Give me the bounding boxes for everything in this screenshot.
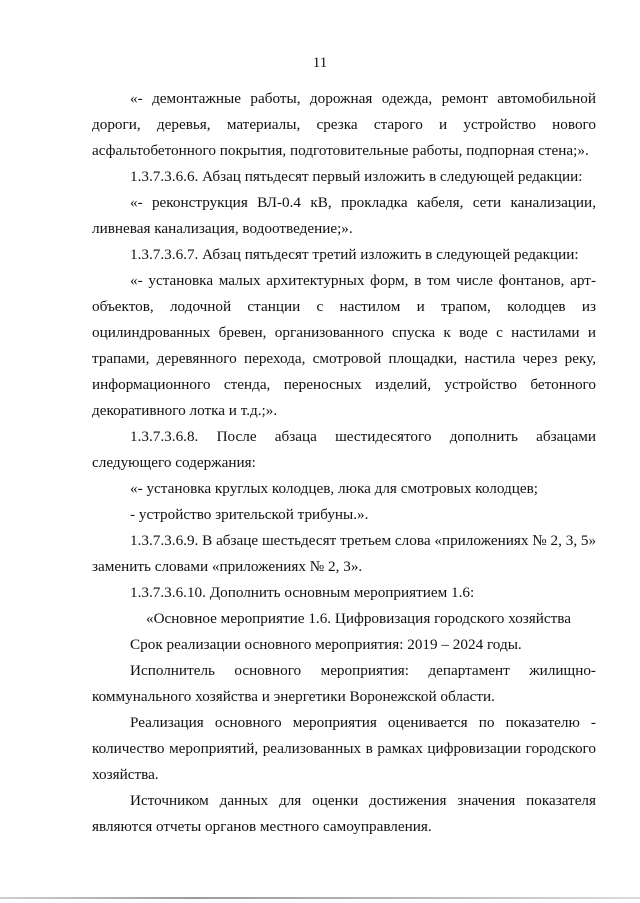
text-line: Срок реализации основного мероприятия: 2019 – 2024 годы. (130, 636, 522, 653)
text-line: количество мероприятий, реализованных в рамках цифровизации городского (92, 740, 596, 757)
text-line: «- установка малых архитектурных форм, в том числе фонтанов, арт- (130, 272, 596, 289)
text-line: следующего содержания: (92, 454, 256, 471)
text-line: объектов, лодочной станции с настилом и трапом, колодцев из (92, 298, 596, 315)
text-line: являются отчеты органов местного самоуправления. (92, 818, 432, 835)
text-line: 1.3.7.3.6.7. Абзац пятьдесят третий изложить в следующей редакции: (130, 246, 579, 263)
text-line: трапами, деревянного перехода, смотровой площадки, настила через реку, (92, 350, 596, 367)
text-line: оцилиндрованных бревен, организованного спуска к воде с настилами и (92, 324, 596, 341)
text-line: «- реконструкция ВЛ-0.4 кВ, прокладка кабеля, сети канализации, (130, 194, 596, 211)
text-line: заменить словами «приложениях № 2, 3». (92, 558, 363, 575)
text-line: «- демонтажные работы, дорожная одежда, ремонт автомобильной (130, 90, 596, 107)
text-line: асфальтобетонного покрытия, подготовительные работы, подпорная стена;». (92, 142, 589, 159)
document-body (92, 86, 596, 840)
text-line: Источником данных для оценки достижения значения показателя (130, 792, 596, 809)
text-line: «Основное мероприятие 1.6. Цифровизация городского хозяйства (146, 610, 572, 627)
text-line: информационного стенда, переносных изделий, устройство бетонного (92, 376, 596, 393)
text-line: 1.3.7.3.6.10. Дополнить основным мероприятием 1.6: (130, 584, 475, 601)
text-line: ливневая канализация, водоотведение;». (92, 220, 353, 237)
text-line: 1.3.7.3.6.9. В абзаце шестьдесят третьем слова «приложениях № 2, 3, 5» (130, 532, 597, 549)
text-line: дороги, деревья, материалы, срезка старого и устройство нового (92, 116, 596, 133)
text-line: декоративного лотка и т.д.;». (92, 402, 278, 419)
text-line: Реализация основного мероприятия оценивается по показателю - (130, 714, 596, 731)
text-line: Исполнитель основного мероприятия: департамент жилищно- (130, 662, 596, 679)
text-line: хозяйства. (92, 766, 159, 783)
text-line: 1.3.7.3.6.6. Абзац пятьдесят первый изложить в следующей редакции: (130, 168, 583, 185)
text-line: «- установка круглых колодцев, люка для смотровых колодцев; (130, 480, 538, 497)
text-line: 1.3.7.3.6.8. После абзаца шестидесятого дополнить абзацами (130, 428, 596, 445)
text-line: - устройство зрительской трибуны.». (130, 506, 369, 523)
text-line: коммунального хозяйства и энергетики Воронежской области. (92, 688, 495, 705)
page-number: 11 (312, 55, 328, 71)
scan-edge-line (0, 897, 640, 899)
